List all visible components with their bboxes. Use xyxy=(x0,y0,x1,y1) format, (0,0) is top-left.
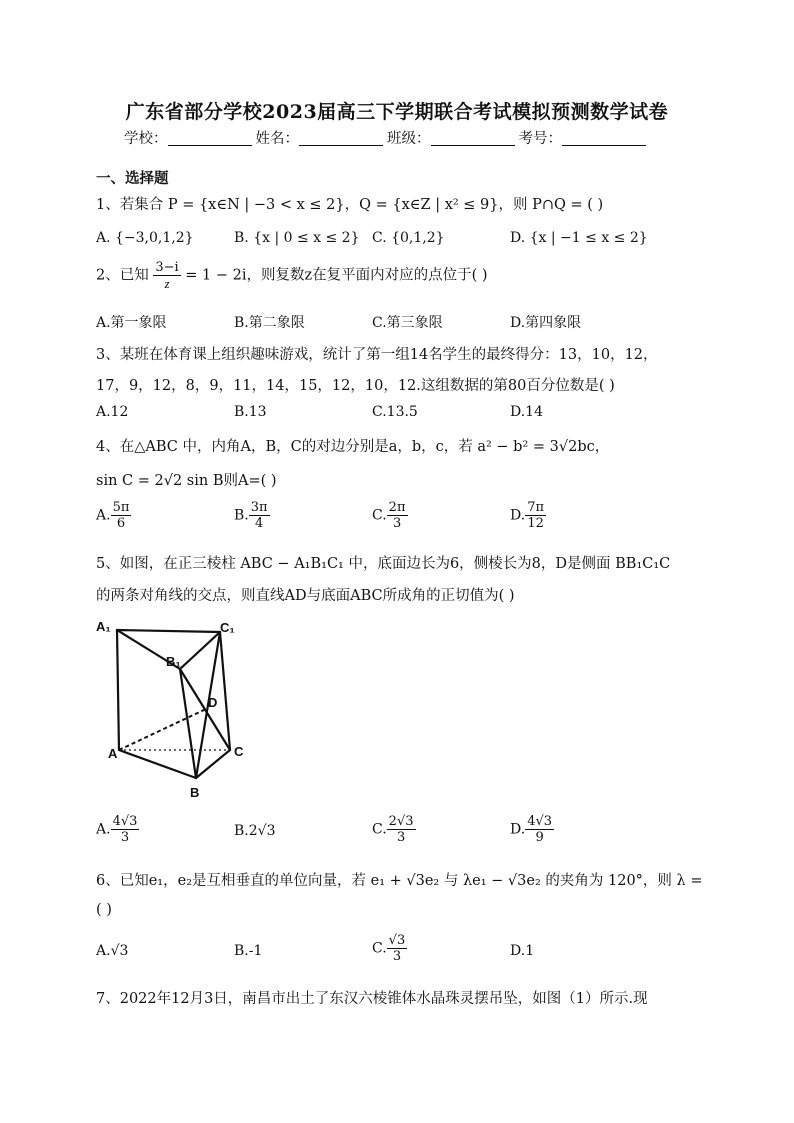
q5-option-d-label: D. xyxy=(510,821,526,838)
q2-option-a: A.第一象限 xyxy=(96,315,167,331)
q4-option-a-num: 5π xyxy=(112,500,130,515)
label-c: C xyxy=(234,744,244,759)
q5-option-a-num: 4√3 xyxy=(112,814,138,829)
q6-option-b xyxy=(234,943,262,959)
school-blank[interactable] xyxy=(168,131,252,146)
q3-stem-line1: 3、某班在体育课上组织趣味游戏，统计了第一组14名学生的最终得分：13，10，12， xyxy=(96,347,658,363)
q4-stem-line1: 4、在△ABC 中，内角A，B，C的对边分别是a，b，c，若 a² − b² = 3√2bc， xyxy=(96,439,610,455)
page-title: 广东省部分学校2023届高三下学期联合考试模拟预测数学试卷 xyxy=(125,101,669,123)
edge-a1-a xyxy=(117,630,119,750)
label-a: A xyxy=(108,746,118,761)
exam-no-label: 考号： xyxy=(518,131,562,147)
q3-stem-line2: 17，9，12，8，9，11，14，15，12，10，12.这组数据的第80百分位数是( ) xyxy=(96,378,615,394)
q4-option-b xyxy=(234,500,270,531)
q2-stem xyxy=(96,260,488,291)
label-b: B xyxy=(190,785,200,800)
label-b1: B₁ xyxy=(166,654,181,669)
q4-option-a-den: 6 xyxy=(116,516,126,531)
q5-option-a-label: A. xyxy=(96,821,111,838)
q4-stem-line2: sin C = 2√2 sin B则A=( ) xyxy=(96,473,277,489)
q4-option-c-num: 2π xyxy=(388,500,406,515)
q5-option-c-den: 3 xyxy=(396,830,406,845)
q5-option-b-label: B. xyxy=(234,823,249,839)
label-d: D xyxy=(208,695,218,710)
edge-b-c xyxy=(196,750,230,778)
edge-c1-c xyxy=(220,632,230,750)
q6-option-d xyxy=(510,943,534,959)
q5-option-a-den: 3 xyxy=(120,830,130,845)
q2-option-b: B.第二象限 xyxy=(234,315,305,331)
school-label: 学校： xyxy=(124,131,168,147)
q5-option-b-value: 2√3 xyxy=(248,823,276,839)
q6-option-d-label: D. xyxy=(510,943,526,959)
exam-no-blank[interactable] xyxy=(562,131,646,146)
q6-option-c-label: C. xyxy=(372,940,387,957)
q1-option-d: D. {x | −1 ≤ x ≤ 2} xyxy=(510,230,648,246)
q5-stem-line2: 的两条对角线的交点，则直线AD与底面ABC所成角的正切值为( ) xyxy=(96,588,515,604)
q4-option-b-den: 4 xyxy=(255,516,264,531)
q7-stem-line1: 7、2022年12月3日，南昌市出土了东汉六棱锥体水晶珠灵摆吊坠，如图（1）所示.现 xyxy=(96,991,648,1007)
q4-option-c-label: C. xyxy=(372,507,387,524)
q5-option-c xyxy=(372,814,416,845)
q3-option-a: A.12 xyxy=(96,404,129,420)
q3-option-d: D.14 xyxy=(510,404,543,420)
q1-option-b: B. {x | 0 ≤ x ≤ 2} xyxy=(234,230,360,246)
segment-a-d-hidden xyxy=(119,709,206,750)
q1-option-c: C. {0,1,2} xyxy=(372,230,445,246)
q4-option-b-num: 3π xyxy=(250,500,268,515)
q6-option-a xyxy=(96,943,128,959)
q1-stem: 1、若集合 P = {x∈N | −3 < x ≤ 2}，Q = {x∈Z | x² ≤ 9}，则 P∩Q = ( ) xyxy=(96,197,604,213)
q5-option-c-label: C. xyxy=(372,821,387,838)
q2-option-d: D.第四象限 xyxy=(510,315,582,331)
q5-option-c-num: 2√3 xyxy=(388,814,414,829)
q2-frac-num: 3−i xyxy=(155,260,179,275)
q2-suffix: = 1 − 2i，则复数z在复平面内对应的点位于( ) xyxy=(185,267,488,284)
q4-option-c xyxy=(372,500,408,531)
class-blank[interactable] xyxy=(431,131,515,146)
q4-option-d-label: D. xyxy=(510,507,526,524)
label-c1: C₁ xyxy=(220,620,235,635)
edge-b1-b xyxy=(180,669,196,778)
q4-option-d xyxy=(510,500,546,531)
q5-option-b xyxy=(234,823,276,839)
q6-option-d-value: 1 xyxy=(525,943,535,959)
q6-option-c-den: 3 xyxy=(392,949,402,964)
section-title: 一、选择题 xyxy=(96,170,169,187)
q4-option-c-den: 3 xyxy=(392,516,402,531)
q4-option-a xyxy=(96,500,131,531)
q2-frac-den: z xyxy=(164,276,170,291)
q3-option-c: C.13.5 xyxy=(372,404,418,420)
q6-option-a-value: √3 xyxy=(110,943,129,959)
q5-stem-line1: 5、如图，在正三棱柱 ABC − A₁B₁C₁ 中，底面边长为6，侧棱长为8，D是侧面 BB₁C₁C xyxy=(96,556,671,572)
edge-a-b xyxy=(119,750,196,778)
q5-option-d xyxy=(510,814,554,845)
q5-option-d-num: 4√3 xyxy=(527,814,553,829)
q6-option-a-label: A. xyxy=(96,943,111,959)
q6-stem-line1: 6、已知e₁，e₂是互相垂直的单位向量，若 e₁ + √3e₂ 与 λe₁ − √3e₂ 的夹角为 120°，则 λ = xyxy=(96,873,703,889)
diagonal-b1-c xyxy=(180,669,230,750)
q2-prefix: 2、已知 xyxy=(96,267,149,284)
name-blank[interactable] xyxy=(299,131,383,146)
q4-option-a-label: A. xyxy=(96,507,111,524)
q4-option-d-num: 7π xyxy=(527,500,545,515)
q1-option-a: A. {−3,0,1,2} xyxy=(96,230,194,246)
edge-a1-c1 xyxy=(117,630,220,632)
student-info-line xyxy=(124,127,650,148)
q4-option-b-label: B. xyxy=(234,507,249,524)
q5-option-a xyxy=(96,814,139,845)
q2-fraction xyxy=(153,260,180,291)
class-label: 班级： xyxy=(387,131,431,147)
q5-option-d-den: 9 xyxy=(535,830,544,845)
q6-option-c xyxy=(372,933,407,964)
q2-option-c: C.第三象限 xyxy=(372,315,443,331)
name-label: 姓名： xyxy=(255,131,299,147)
q4-option-d-den: 12 xyxy=(527,516,544,531)
q3-option-b: B.13 xyxy=(234,404,267,420)
q6-option-b-value: -1 xyxy=(248,943,263,959)
label-a1: A₁ xyxy=(96,619,111,634)
q6-option-c-num: √3 xyxy=(388,933,406,948)
q6-stem-line2: ( ) xyxy=(96,902,112,918)
prism-figure xyxy=(92,614,262,802)
q6-option-b-label: B. xyxy=(234,943,249,959)
